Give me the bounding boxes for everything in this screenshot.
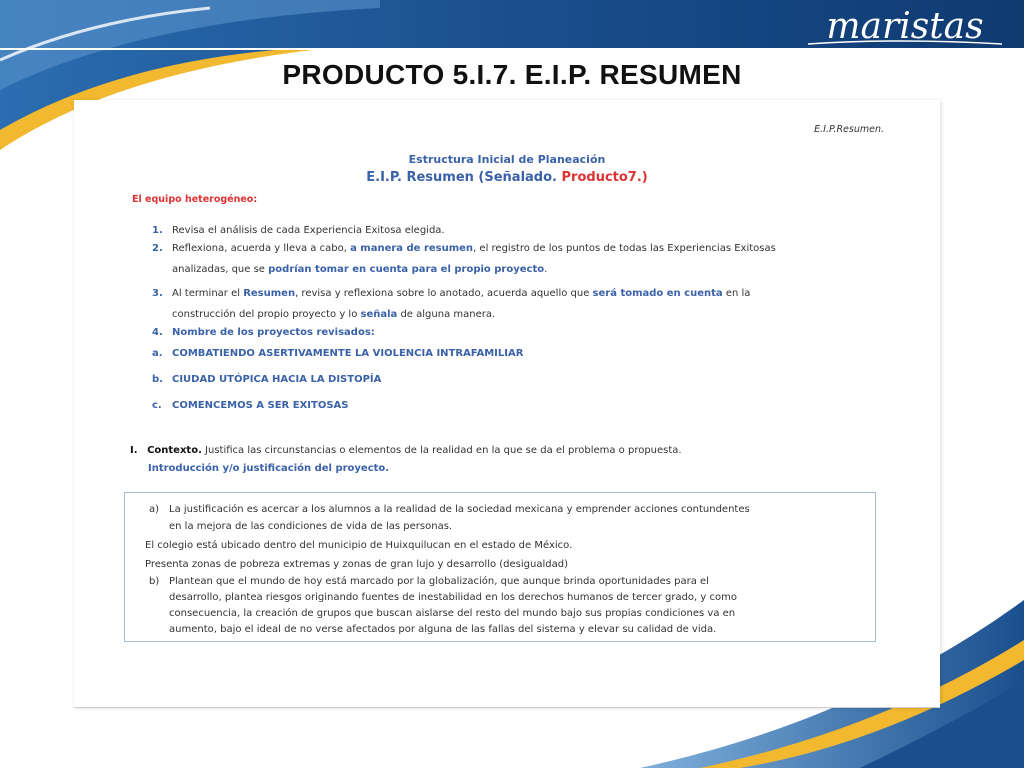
document-tag: E.I.P.Resumen. xyxy=(814,124,884,135)
list-item-cont: consecuencia, la creación de grupos que buscan aislarse del resto del mundo bajo sus propias condiciones va en xyxy=(169,608,736,619)
list-item: b. CIUDAD UTÓPICA HACIA LA DISTOPÍA xyxy=(152,374,382,385)
list-item: 1. Revisa el análisis de cada Experiencia Exitosa elegida. xyxy=(152,225,445,236)
list-item: b) Plantean que el mundo de hoy está marcado por la globalización, que aunque brinda oportunidades para el xyxy=(149,576,709,587)
list-item: c. COMENCEMOS A SER EXITOSAS xyxy=(152,400,349,411)
list-item: 2. Reflexiona, acuerda y lleva a cabo, a manera de resumen, el registro de los puntos de todas las Experiencias Exitosas analizadas, que se podrían tomar en cuenta para el propio proyecto. xyxy=(152,243,776,275)
document-subheading: E.I.P. Resumen (Señalado. Producto7.) xyxy=(366,170,648,185)
divider xyxy=(74,707,940,708)
document-heading: Estructura Inicial de Planeación xyxy=(408,153,606,166)
list-item-note: Presenta zonas de pobreza extremas y zonas de gran lujo y desarrollo (desigualdad) xyxy=(145,559,568,570)
list-item-cont: aumento, bajo el ideal de no verse afectados por alguna de las fallas del sistema y elevar su calidad de vida. xyxy=(169,624,717,635)
maristas-logo xyxy=(800,4,1010,50)
list-item-cont: en la mejora de las condiciones de vida de las personas. xyxy=(169,521,453,532)
list-item-note: El colegio está ubicado dentro del municipio de Huixquilucan en el estado de México. xyxy=(145,540,573,551)
document-image xyxy=(74,100,940,707)
svg-text:maristas: maristas xyxy=(826,6,984,47)
list-item-cont: desarrollo, plantea riesgos originando fuentes de inestabilidad en los derechos humanos de tercer grado, y como xyxy=(169,592,737,603)
list-item: a. COMBATIENDO ASERTIVAMENTE LA VIOLENCIA INTRAFAMILIAR xyxy=(152,348,524,359)
list-item: 3. Al terminar el Resumen, revisa y reflexiona sobre lo anotado, acuerda aquello que será tomado en cuenta en la construcción del propio proyecto y lo señala de alguna manera. xyxy=(152,288,751,320)
list-item: 4. Nombre de los proyectos revisados: xyxy=(152,327,375,338)
slide-title: PRODUCTO 5.I.7. E.I.P. RESUMEN xyxy=(282,59,742,90)
team-label: El equipo heterogéneo: xyxy=(132,194,258,205)
context-section: I. Contexto. Justifica las circunstancias o elementos de la realidad en la que se da el problema o propuesta. Introducción y/o justificación del proyecto. xyxy=(130,445,682,474)
list-item: a) La justificación es acercar a los alumnos a la realidad de la sociedad mexicana y emprender acciones contundentes xyxy=(149,504,750,515)
justification-box xyxy=(124,492,876,642)
